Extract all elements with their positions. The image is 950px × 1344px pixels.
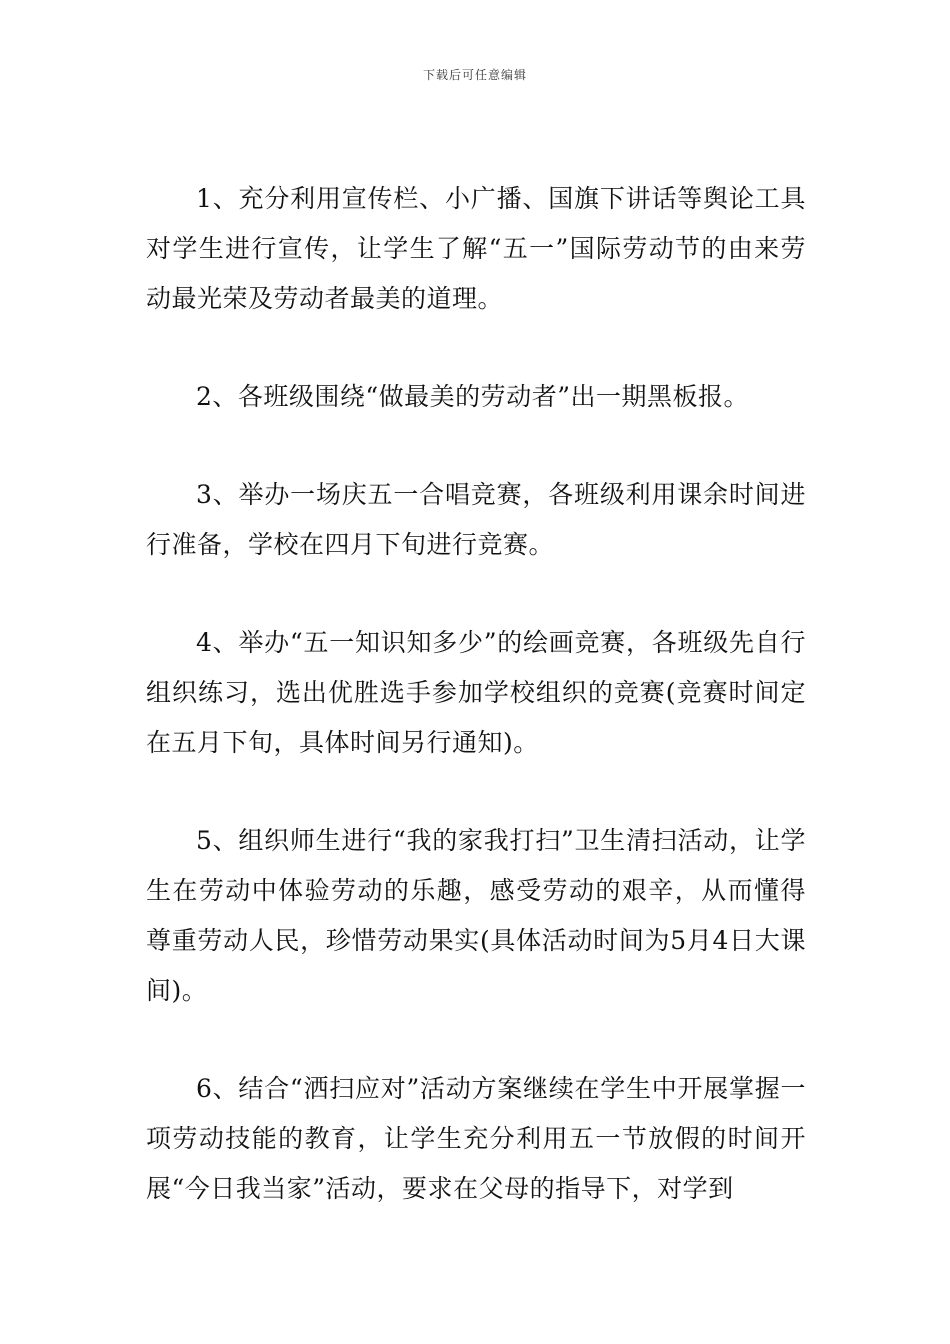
paragraph-3: 3、举办一场庆五一合唱竞赛，各班级利用课余时间进行准备，学校在四月下旬进行竞赛。 [146,480,806,559]
paragraph-6: 6、结合“洒扫应对”活动方案继续在学生中开展掌握一项劳动技能的教育，让学生充分利用五一节放假的时间开展“今日我当家”活动，要求在父母的指导下，对学到 [146,1074,806,1203]
header-note: 下载后可任意编辑 [422,68,527,82]
paragraph-5: 5、组织师生进行“我的家我打扫”卫生清扫活动，让学生在劳动中体验劳动的乐趣，感受劳动的艰辛，从而懂得尊重劳动人民，珍惜劳动果实(具体活动时间为5月4日大课间)。 [146,826,806,1005]
paragraph-1: 1、充分利用宣传栏、小广播、国旗下讲话等舆论工具对学生进行宣传，让学生了解“五一”国际劳动节的由来劳动最光荣及劳动者最美的道理。 [146,184,806,313]
paragraph-4: 4、举办“五一知识知多少”的绘画竞赛，各班级先自行组织练习，选出优胜选手参加学校组织的竞赛(竞赛时间定在五月下旬，具体时间另行通知)。 [146,628,806,757]
document-body [146,174,806,1262]
paragraph-2: 2、各班级围绕“做最美的劳动者”出一期黑板报。 [196,382,749,411]
